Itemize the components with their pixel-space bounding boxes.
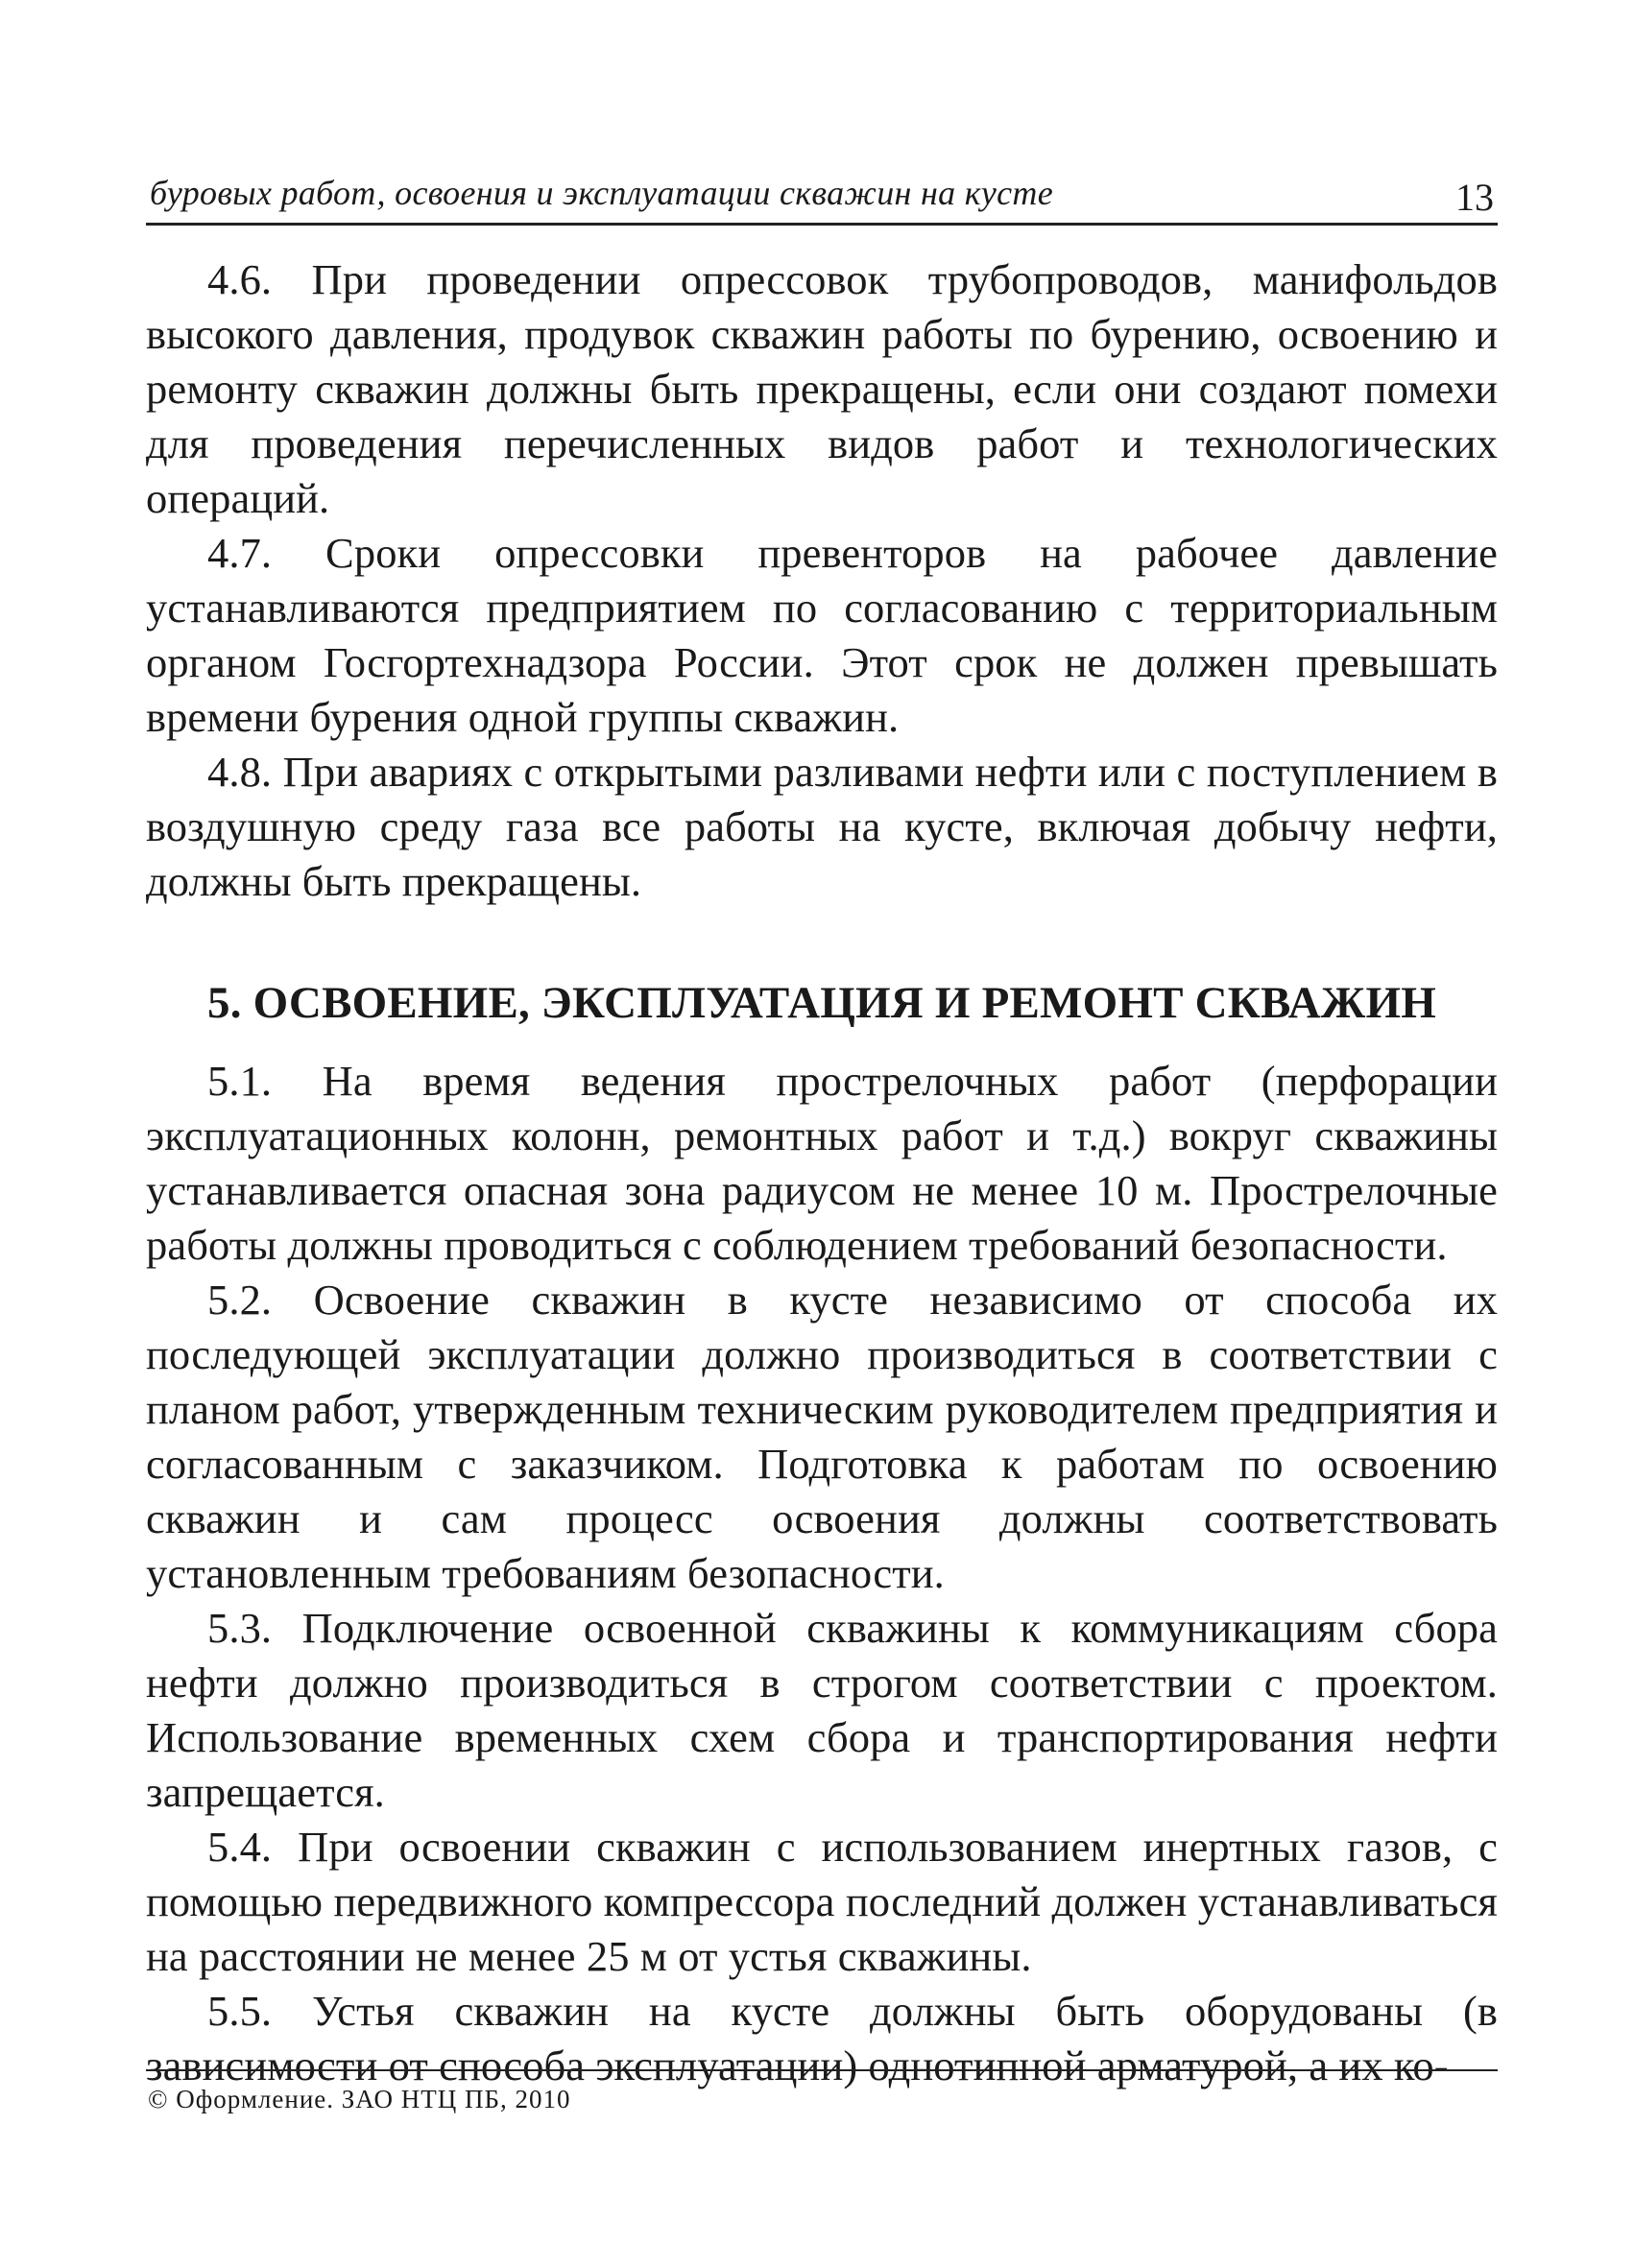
running-header bbox=[146, 163, 1498, 226]
paragraph-5-5: 5.5. Устья скважин на кусте должны быть оборудованы (в зависимости от способа эксплуатации) однотипной арматурой, а их ко- bbox=[146, 1987, 1498, 2089]
header-title: буровых работ, освоения и эксплуатации скважин на кусте bbox=[150, 174, 1053, 212]
page-footer bbox=[146, 2069, 1498, 2114]
body-text-top bbox=[146, 252, 1498, 909]
page-number: 13 bbox=[1455, 176, 1494, 219]
paragraph-4-6: 4.6. При проведении опрессовок трубопроводов, манифольдов высокого давления, продувок скважин работы по бурению, освоению и ремонту скважин должны быть прекращены, если они создают помехи для проведения перечисленных видов работ и технологических операций. bbox=[146, 255, 1498, 522]
paragraph-5-4: 5.4. При освоении скважин с использованием инертных газов, с помощью передвижного компрессора последний должен устанавливаться на расстоянии не менее 25 м от устья скважины. bbox=[146, 1823, 1498, 1980]
paragraph-5-2: 5.2. Освоение скважин в кусте независимо от способа их последующей эксплуатации должно производиться в соответствии с планом работ, утвержденным техническим руководителем предприятия и согласованным с заказчиком. Подготовка к работам по освоению скважин и сам процесс освоения должны соответствовать установленным требованиям безопасности. bbox=[146, 1276, 1498, 1597]
paragraph-5-1: 5.1. На время ведения прострелочных работ (перфорации эксплуатационных колонн, ремонтных работ и т.д.) вокруг скважины устанавливается опасная зона радиусом не менее 10 м. Прострелочные работы должны проводиться с соблюдением требований безопасности. bbox=[146, 1057, 1498, 1269]
copyright-notice: © Оформление. ЗАО НТЦ ПБ, 2010 bbox=[148, 2085, 571, 2113]
paragraph-4-7: 4.7. Сроки опрессовки превенторов на рабочее давление устанавливаются предприятием по согласованию с территориальным органом Госгортехнадзора России. Этот срок не должен превышать времени бурения одной группы скважин. bbox=[146, 529, 1498, 741]
body-text-bottom bbox=[146, 1054, 1498, 2093]
paragraph-5-3: 5.3. Подключение освоенной скважины к коммуникациям сбора нефти должно производиться в строгом соответствии с проектом. Использование временных схем сбора и транспортирования нефти запрещается. bbox=[146, 1604, 1498, 1816]
section-heading: 5. ОСВОЕНИЕ, ЭКСПЛУАТАЦИЯ И РЕМОНТ СКВАЖИН bbox=[207, 978, 1436, 1028]
paragraph-4-8: 4.8. При авариях с открытыми разливами нефти или с поступлением в воздушную среду газа все работы на кусте, включая добычу нефти, должны быть прекращены. bbox=[146, 748, 1498, 905]
